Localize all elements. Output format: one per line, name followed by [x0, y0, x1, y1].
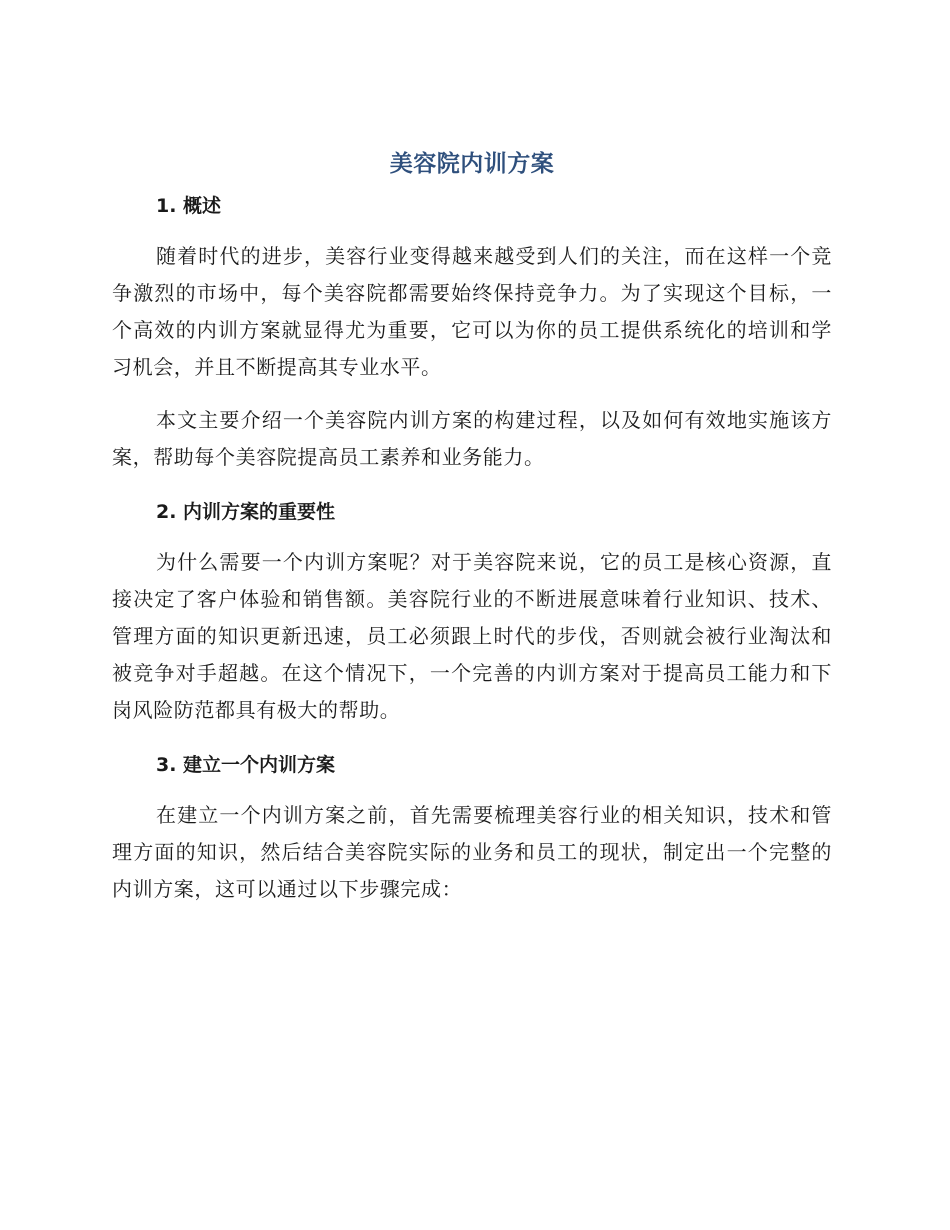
- document-page: [112, 148, 832, 924]
- section-build: [112, 751, 832, 908]
- section-heading: 1. 概述: [156, 195, 222, 217]
- paragraph: 本文主要介绍一个美容院内训方案的构建过程，以及如何有效地实施该方案，帮助每个美容院提高员工素养和业务能力。: [112, 408, 832, 469]
- paragraph: 在建立一个内训方案之前，首先需要梳理美容行业的相关知识，技术和管理方面的知识，然后结合美容院实际的业务和员工的现状，制定出一个完整的内训方案，这可以通过以下步骤完成：: [112, 803, 832, 901]
- paragraph: 为什么需要一个内训方案呢？对于美容院来说，它的员工是核心资源，直接决定了客户体验和销售额。美容院行业的不断进展意味着行业知识、技术、管理方面的知识更新迅速，员工必须跟上时代的步伐，否则就会被行业淘汰和被竞争对手超越。在这个情况下，一个完善的内训方案对于提高员工能力和下岗风险防范都具有极大的帮助。: [112, 550, 832, 722]
- paragraph: 随着时代的进步，美容行业变得越来越受到人们的关注，而在这样一个竞争激烈的市场中，每个美容院都需要始终保持竞争力。为了实现这个目标，一个高效的内训方案就显得尤为重要，它可以为你的员工提供系统化的培训和学习机会，并且不断提高其专业水平。: [112, 244, 832, 379]
- section-heading: 3. 建立一个内训方案: [156, 754, 336, 776]
- section-heading: 2. 内训方案的重要性: [156, 501, 336, 523]
- section-overview: [112, 192, 832, 476]
- section-importance: [112, 498, 832, 729]
- document-title: 美容院内训方案: [389, 151, 555, 177]
